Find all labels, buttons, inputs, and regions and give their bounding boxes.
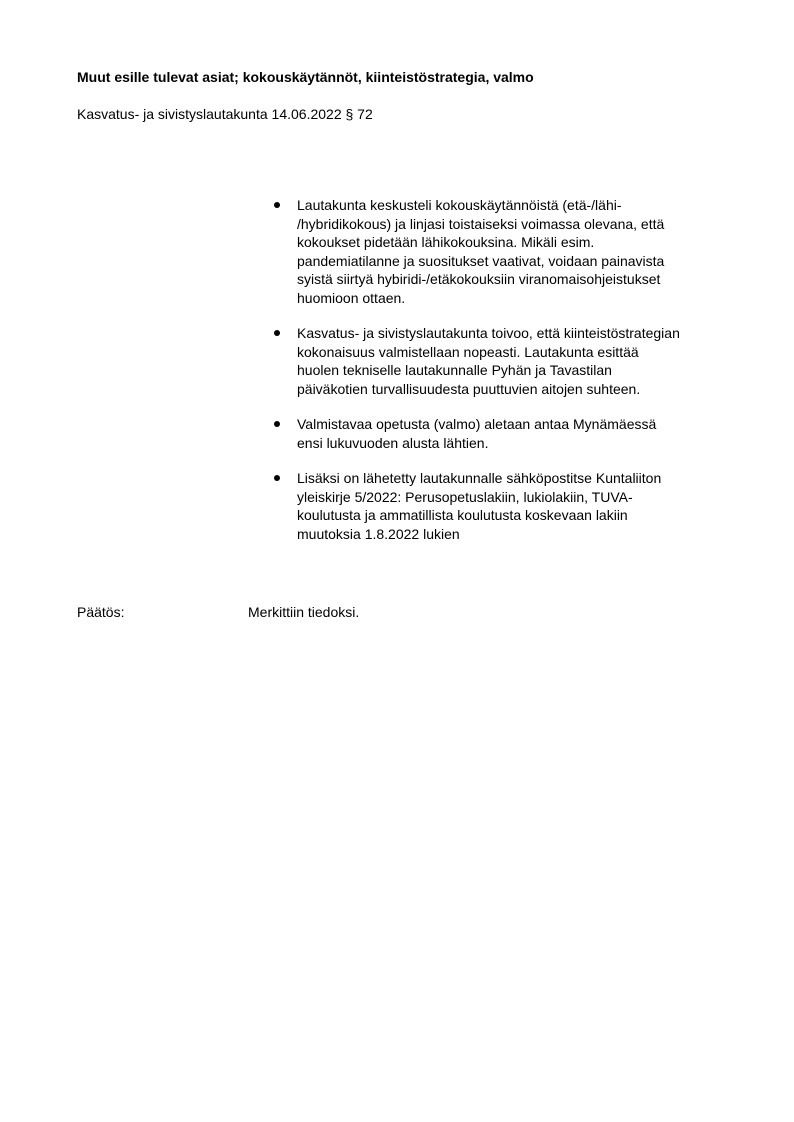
bullet-item-property-strategy [270, 324, 740, 398]
bullet-text-line: kokoukset pidetään lähikokouksina. Mikäli esim. [297, 234, 595, 250]
bullet-text-line: Kasvatus- ja sivistyslautakunta toivoo, että kiinteistöstrategian [297, 325, 680, 341]
bullet-item-circular-letter [270, 469, 740, 543]
document-title: Muut esille tulevat asiat; kokouskäytännöt, kiinteistöstrategia, valmo [77, 69, 534, 85]
bullet-list [270, 196, 740, 560]
bullet-icon [274, 421, 280, 427]
bullet-text-line: huomioon ottaen. [297, 289, 406, 306]
bullet-text-line: pandemiatilanne ja suositukset vaativat, voidaan painavista [297, 252, 665, 269]
bullet-item-valmo [270, 415, 740, 452]
bullet-item-meeting-practices [270, 196, 740, 307]
bullet-text-line: ensi lukuvuoden alusta lähtien. [297, 434, 489, 451]
bullet-text-line: päiväkotien turvallisuudesta puuttuvien aitojen suhteen. [297, 380, 641, 397]
bullet-text-line: Valmistavaa opetusta (valmo) aletaan antaa Mynämäessä [297, 416, 657, 432]
decision-text: Merkittiin tiedoksi. [248, 604, 360, 620]
meeting-info: Kasvatus- ja sivistyslautakunta 14.06.2022 § 72 [77, 106, 373, 122]
bullet-icon [274, 330, 280, 336]
bullet-text-line: Lautakunta keskusteli kokouskäytännöistä (etä-/lähi- [297, 197, 622, 213]
bullet-icon [274, 475, 280, 481]
bullet-text-line: yleiskirje 5/2022: Perusopetuslakiin, lukiolakiin, TUVA- [297, 488, 633, 505]
bullet-text-line: koulutusta ja ammatillista koulutusta koskevaan lakiin [297, 507, 628, 523]
bullet-text-line: syistä siirtyä hybiridi-/etäkokouksiin viranomaisohjeistukset [297, 271, 661, 287]
bullet-text-line: Lisäksi on lähetetty lautakunnalle sähköpostitse Kuntaliiton [297, 470, 662, 486]
bullet-text-line: kokonaisuus valmistellaan nopeasti. Lautakunta esittää [297, 343, 639, 360]
decision-label: Päätös: [77, 604, 125, 620]
bullet-text-line: /hybridikokous) ja linjasi toistaiseksi voimassa olevana, että [297, 215, 665, 232]
bullet-text-line: huolen tekniselle lautakunnalle Pyhän ja Tavastilan [297, 362, 612, 378]
bullet-text-line: muutoksia 1.8.2022 lukien [297, 525, 460, 542]
bullet-icon [274, 202, 280, 208]
